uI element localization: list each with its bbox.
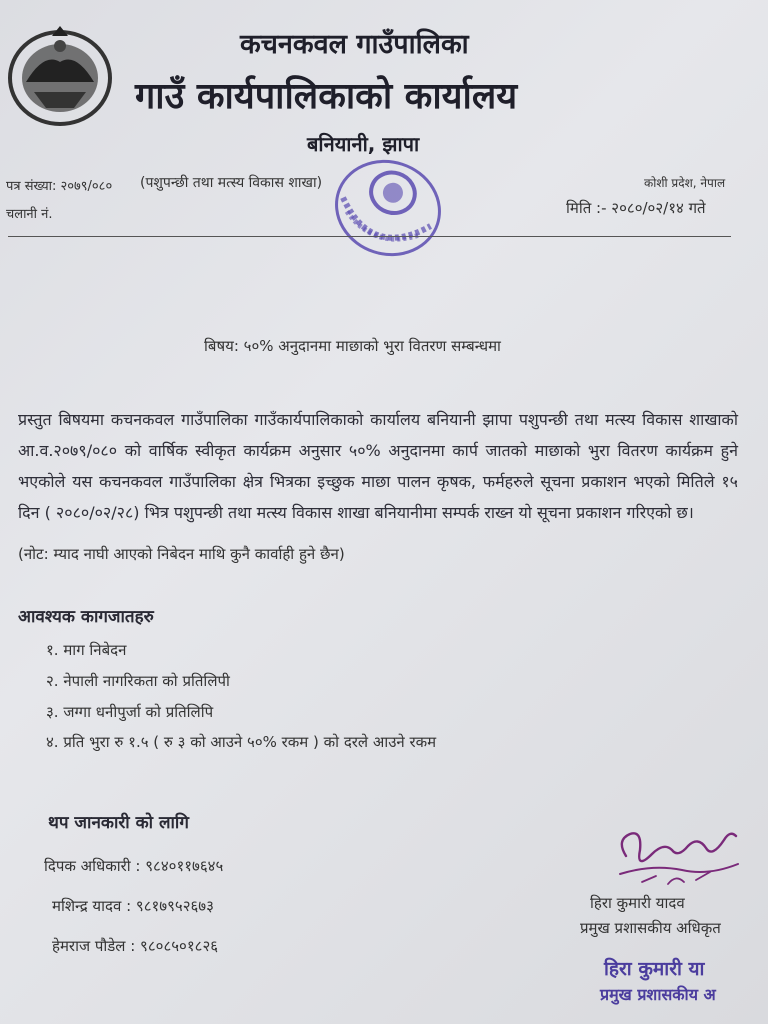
office-seal-icon bbox=[328, 152, 448, 264]
contact-item: हेमराज पौडेल : ९८०८५०१८२६ bbox=[52, 937, 219, 955]
signatory-title: प्रमुख प्रशासकीय अधिकृत bbox=[580, 919, 721, 937]
office-location: बनियानी, झापा bbox=[307, 132, 420, 156]
note-text: (नोट: म्याद नाघी आएको निबेदन माथि कुनै कार्वाही हुने छैन) bbox=[18, 545, 345, 563]
documents-heading: आवश्यक कागजातहरु bbox=[18, 607, 154, 627]
office-name: गाउँ कार्यपालिकाको कार्यालय bbox=[135, 76, 518, 117]
dispatch-number: चलानी नं. bbox=[6, 207, 53, 222]
document-item: ४. प्रति भुरा रु १.५ ( रु ३ को आउने ५०% रकम ) को दरले आउने रकम bbox=[46, 733, 437, 751]
document-item: ३. जग्गा धनीपुर्जा को प्रतिलिपि bbox=[46, 703, 214, 721]
header-divider bbox=[8, 236, 731, 237]
stamp-signatory-title: प्रमुख प्रशासकीय अ bbox=[600, 985, 716, 1004]
contact-item: दिपक अधिकारी : ९८४०११७६४५ bbox=[44, 857, 224, 875]
body-text: प्रस्तुत बिषयमा कचनकवल गाउँपालिका गाउँकार्यपालिकाको कार्यालय बनियानी झापा पशुपन्छी तथा मत्स्य विकास शाखाको आ.व.२०७९/०८० को वार्षिक स्वीकृत कार्यक्रम अनुसार ५०% अनुदानमा कार्प जातको माछाको भुरा वितरण कार्यक्रम हुने भएकोले यस कचनकवल गाउँपालिका क्षेत्र भित्रका इच्छुक माछा पालन कृषक, फर्महरुले सूचना प्रकाशन भएको मितिले १५ दिन ( २०८०/०२/२८) भित्र पशुपन्छी तथा मत्स्य विकास शाखा बनियानीमा सम्पर्क राख्न यो सूचना प्रकाशन गरिएको छ। bbox=[18, 410, 738, 522]
document-item: १. माग निबेदन bbox=[46, 641, 127, 659]
province-label: कोशी प्रदेश, नेपाल bbox=[644, 176, 726, 190]
document-item: २. नेपाली नागरिकता को प्रतिलिपी bbox=[46, 672, 230, 690]
branch-name: (पशुपन्छी तथा मत्स्य विकास शाखा) bbox=[140, 175, 323, 191]
contacts-heading: थप जानकारी को लागि bbox=[48, 813, 189, 833]
body-paragraph bbox=[18, 404, 738, 528]
letter-subject: बिषय: ५०% अनुदानमा माछाको भुरा वितरण सम्बन्धमा bbox=[204, 337, 501, 355]
letter-number: पत्र संख्या: २०७९/०८० bbox=[6, 179, 113, 194]
signatory-name: हिरा कुमारी यादव bbox=[590, 894, 685, 912]
handwritten-signature bbox=[612, 820, 742, 894]
municipality-name: कचनकवल गाउँपालिका bbox=[240, 29, 469, 60]
contact-item: मशिन्द्र यादव : ९८१७९५२६७३ bbox=[52, 897, 214, 915]
nepal-emblem-icon bbox=[4, 22, 116, 130]
letter-date: मिति :- २०८०/०२/१४ गते bbox=[566, 199, 706, 217]
stamp-signatory-name: हिरा कुमारी या bbox=[604, 958, 705, 980]
